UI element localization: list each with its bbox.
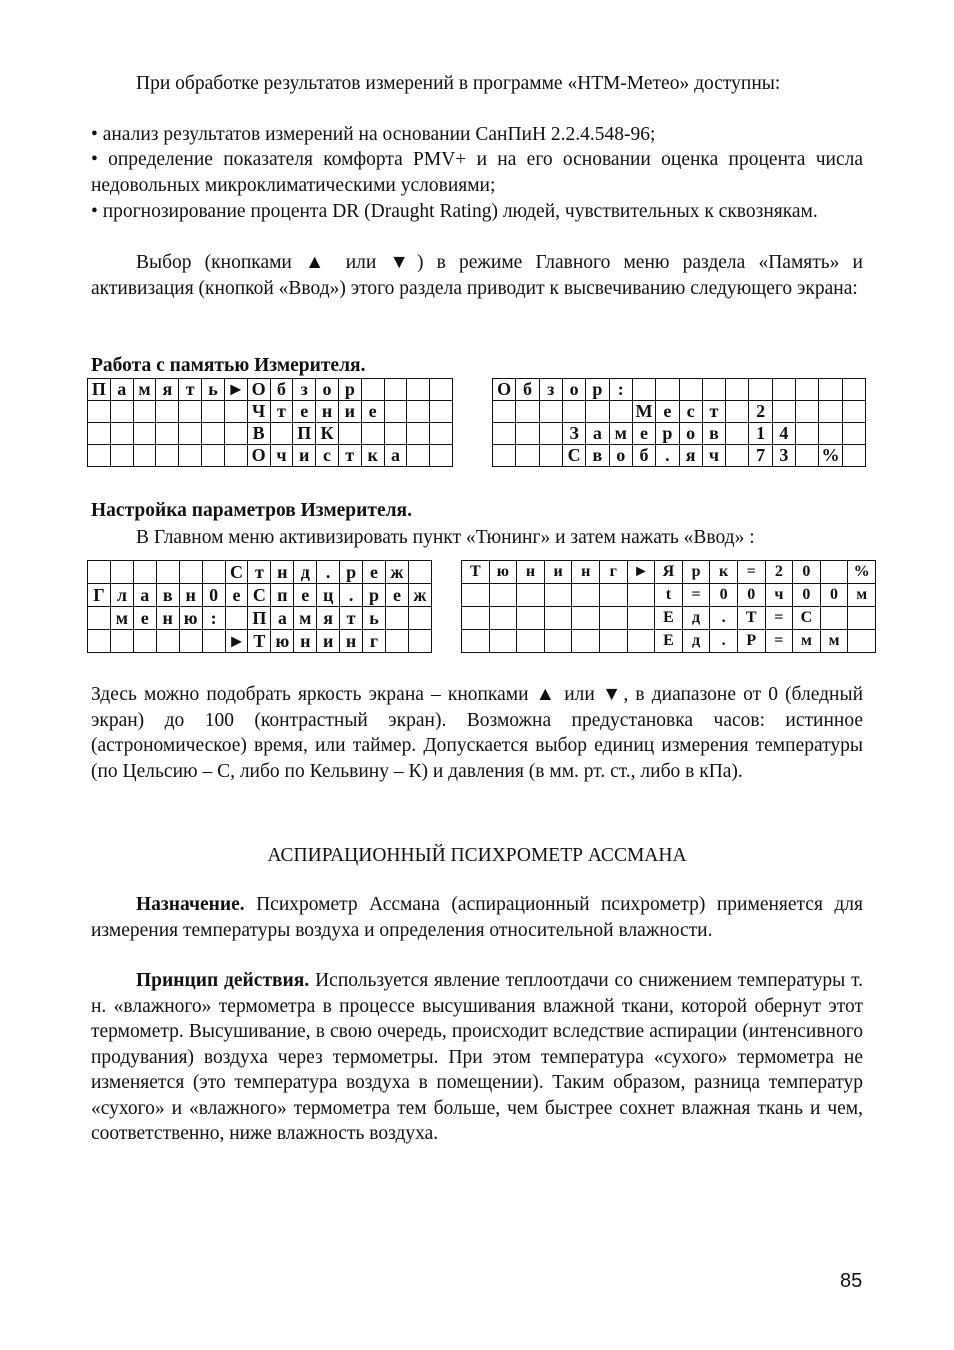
grid-cell: Г <box>88 584 111 607</box>
grid-cell: е <box>361 401 384 423</box>
grid-cell <box>572 607 600 630</box>
grid-cell: . <box>710 630 738 653</box>
grid-cell <box>430 445 453 467</box>
grid-cell <box>88 445 111 467</box>
grid-cell: М <box>632 401 655 423</box>
grid-row <box>462 584 876 607</box>
grid-cell: К <box>316 423 339 445</box>
grid-cell: и <box>338 401 361 423</box>
grid-cell <box>772 401 795 423</box>
grid-cell: Ч <box>247 401 270 423</box>
grid-cell <box>489 584 517 607</box>
grid-cell: ю <box>179 607 202 630</box>
grid-cell <box>599 630 627 653</box>
grid-cell: т <box>338 445 361 467</box>
grid-cell <box>224 445 247 467</box>
grid-cell <box>133 401 156 423</box>
grid-cell <box>726 445 749 467</box>
grid-cell: я <box>317 607 340 630</box>
grid-cell <box>562 401 585 423</box>
grid-cell <box>493 401 516 423</box>
grid-cell <box>179 401 202 423</box>
purpose-paragraph <box>91 892 863 943</box>
grid-cell <box>539 423 562 445</box>
grid-cell: а <box>110 379 133 401</box>
grid-cell: я <box>679 445 702 467</box>
grid-cell <box>110 445 133 467</box>
grid-cell: м <box>848 584 876 607</box>
grid-cell <box>819 423 842 445</box>
grid-cell: е <box>656 401 679 423</box>
grid-cell <box>270 423 293 445</box>
grid-cell: 2 <box>749 401 772 423</box>
grid-cell: а <box>133 584 156 607</box>
grid-cell: С <box>225 561 248 584</box>
grid-cell: д <box>682 607 710 630</box>
grid-row <box>88 379 453 401</box>
grid-row <box>88 423 453 445</box>
grid-cell: б <box>516 379 539 401</box>
grid-cell: = <box>765 607 793 630</box>
grid-cell <box>407 445 430 467</box>
grid-cell: р <box>656 423 679 445</box>
tuning-screen <box>461 560 876 653</box>
grid-cell <box>493 423 516 445</box>
grid-cell <box>88 401 111 423</box>
grid-cell: н <box>156 607 179 630</box>
grid-cell <box>726 379 749 401</box>
grid-cell: ю <box>489 561 517 584</box>
grid-cell: д <box>294 561 317 584</box>
grid-cell <box>819 401 842 423</box>
grid-cell <box>842 423 865 445</box>
grid-cell <box>848 630 876 653</box>
grid-cell: З <box>562 423 585 445</box>
grid-cell <box>572 630 600 653</box>
grid-cell: Я <box>655 561 683 584</box>
bullet-item: • определение показателя комфорта PMV+ и на его основании оценка процента числа недовольных микроклиматическими условиями; <box>91 149 863 196</box>
grid-cell: к <box>710 561 738 584</box>
grid-cell: т <box>179 379 202 401</box>
grid-cell <box>517 607 545 630</box>
grid-row <box>462 630 876 653</box>
grid-cell: П <box>248 607 271 630</box>
grid-cell: н <box>517 561 545 584</box>
grid-cell <box>539 401 562 423</box>
grid-cell <box>627 607 655 630</box>
grid-cell: 0 <box>737 584 765 607</box>
grid-cell: ► <box>224 379 247 401</box>
grid-cell <box>430 379 453 401</box>
grid-cell <box>202 561 225 584</box>
grid-cell: н <box>316 401 339 423</box>
grid-cell: С <box>248 584 271 607</box>
grid-cell <box>110 630 133 653</box>
grid-cell: С <box>562 445 585 467</box>
grid-cell <box>749 379 772 401</box>
grid-cell: в <box>702 423 725 445</box>
section-title: АСПИРАЦИОННЫЙ ПСИХРОМЕТР АССМАНА <box>267 845 687 866</box>
grid-cell <box>88 561 111 584</box>
grid-cell: р <box>586 379 609 401</box>
grid-cell <box>679 379 702 401</box>
grid-cell: ю <box>271 630 294 653</box>
grid-cell <box>133 561 156 584</box>
grid-cell <box>110 561 133 584</box>
grid-cell <box>656 379 679 401</box>
brightness-paragraph: Здесь можно подобрать яркость экрана – кнопками ▲ или ▼, в диапазоне от 0 (бледный экран) до 100 (контрастный экран). Возможна предустановка часов: истинное (астрономическое) время, или таймер. Допускается выбор единиц измерения температуры (по Цельсию – С, либо по Кельвину – К) и давления (в мм. рт. ст., либо в кПа). <box>91 684 863 782</box>
grid-cell <box>627 584 655 607</box>
grid-cell: : <box>609 379 632 401</box>
grid-cell: р <box>682 561 710 584</box>
grid-cell <box>586 401 609 423</box>
grid-cell: О <box>247 379 270 401</box>
page-number: 85 <box>840 1270 863 1292</box>
grid-cell <box>408 607 431 630</box>
heading-settings: Настройка параметров Измерителя. <box>91 500 412 521</box>
grid-cell <box>156 445 179 467</box>
grid-cell: 0 <box>793 584 821 607</box>
grid-cell: ж <box>408 584 431 607</box>
grid-cell: б <box>632 445 655 467</box>
grid-cell: з <box>539 379 562 401</box>
grid-cell <box>820 561 848 584</box>
grid-cell: Е <box>655 630 683 653</box>
grid-cell: в <box>586 445 609 467</box>
grid-cell <box>88 630 111 653</box>
grid-row <box>493 423 866 445</box>
grid-cell: = <box>682 584 710 607</box>
grid-row <box>88 445 453 467</box>
grid-cell <box>848 607 876 630</box>
grid-cell: в <box>156 584 179 607</box>
grid-cell <box>572 584 600 607</box>
grid-cell <box>179 445 202 467</box>
grid-cell: к <box>361 445 384 467</box>
memory-menu-screen <box>87 378 453 467</box>
grid-cell: Е <box>655 607 683 630</box>
grid-cell <box>156 401 179 423</box>
grid-cell: ► <box>225 630 248 653</box>
grid-cell <box>179 423 202 445</box>
grid-cell: П <box>88 379 111 401</box>
grid-cell <box>820 607 848 630</box>
grid-row <box>88 630 432 653</box>
grid-cell <box>819 379 842 401</box>
grid-cell: t <box>655 584 683 607</box>
grid-cell: О <box>493 379 516 401</box>
grid-cell <box>544 630 572 653</box>
grid-row <box>493 401 866 423</box>
grid-cell: а <box>271 607 294 630</box>
grid-cell: 3 <box>772 445 795 467</box>
grid-cell: е <box>293 401 316 423</box>
grid-cell <box>599 607 627 630</box>
grid-cell: с <box>679 401 702 423</box>
memory-paragraph: Выбор (кнопками ▲ или ▼) в режиме Главного меню раздела «Память» и активизация (кнопкой «Ввод») этого раздела приводит к высвечиванию следующего экрана: <box>91 252 863 299</box>
grid-cell: с <box>316 445 339 467</box>
grid-cell <box>539 445 562 467</box>
grid-cell <box>517 584 545 607</box>
grid-cell: т <box>248 561 271 584</box>
grid-cell: н <box>179 584 202 607</box>
grid-cell: п <box>271 584 294 607</box>
grid-cell <box>726 423 749 445</box>
grid-cell: я <box>156 379 179 401</box>
bullet-item: • анализ результатов измерений на основании СанПиН 2.2.4.548-96; <box>91 124 656 145</box>
grid-cell: а <box>384 445 407 467</box>
grid-cell: д <box>682 630 710 653</box>
grid-cell: 1 <box>749 423 772 445</box>
grid-cell: . <box>710 607 738 630</box>
grid-cell <box>225 607 248 630</box>
grid-cell: р <box>363 584 386 607</box>
grid-cell: Т <box>248 630 271 653</box>
grid-cell: ч <box>702 445 725 467</box>
heading-memory: Работа с памятью Измерителя. <box>91 355 366 376</box>
grid-cell: н <box>271 561 294 584</box>
bullet-item: • прогнозирование процента DR (Draught Rating) людей, чувствительных к сквознякам. <box>91 201 818 222</box>
grid-cell <box>202 423 225 445</box>
grid-cell: е <box>133 607 156 630</box>
grid-cell: Т <box>462 561 490 584</box>
grid-cell <box>772 379 795 401</box>
grid-cell: т <box>340 607 363 630</box>
grid-cell: е <box>294 584 317 607</box>
grid-cell: т <box>270 401 293 423</box>
purpose-text: Психрометр Ассмана (аспирационный психрометр) применяется для измерения температуры воздуха и определения относительной влажности. <box>91 894 863 941</box>
grid-cell: 2 <box>765 561 793 584</box>
grid-cell <box>202 630 225 653</box>
grid-cell: а <box>586 423 609 445</box>
grid-cell: т <box>702 401 725 423</box>
grid-cell <box>361 423 384 445</box>
grid-cell: о <box>679 423 702 445</box>
grid-cell <box>796 423 819 445</box>
grid-cell <box>702 379 725 401</box>
principle-text: Используется явление теплоотдачи со снижением температуры т. н. «влажного» термометра в процессе высушивания влажной ткани, которой обернут этот термометр. Высушивание, в свою очередь, происходит вследствие аспирации (интенсивного продувания) воздуха через термометры. При этом температура «сухого» термометра не изменяется (это температура воздуха в помещении). Таким образом, разница температур «сухого» и «влажного» термометра тем больше, чем быстрее сохнет влажная ткань и чем, соответственно, ниже влажность воздуха. <box>91 970 864 1144</box>
grid-cell <box>179 630 202 653</box>
grid-cell: м <box>294 607 317 630</box>
grid-cell <box>516 445 539 467</box>
grid-cell <box>517 630 545 653</box>
grid-cell <box>384 401 407 423</box>
grid-cell <box>224 401 247 423</box>
grid-cell <box>842 401 865 423</box>
grid-cell: е <box>225 584 248 607</box>
grid-cell <box>430 423 453 445</box>
grid-cell <box>407 401 430 423</box>
grid-cell: о <box>562 379 585 401</box>
grid-cell <box>726 401 749 423</box>
grid-cell: В <box>247 423 270 445</box>
grid-cell: = <box>737 561 765 584</box>
main-menu-screen <box>87 560 432 653</box>
grid-cell: г <box>599 561 627 584</box>
grid-cell: и <box>293 445 316 467</box>
grid-row <box>462 607 876 630</box>
grid-cell <box>133 423 156 445</box>
grid-cell <box>462 584 490 607</box>
grid-cell <box>599 584 627 607</box>
grid-cell: е <box>632 423 655 445</box>
grid-cell <box>408 561 431 584</box>
grid-cell <box>88 423 111 445</box>
grid-cell: н <box>340 630 363 653</box>
grid-cell: 7 <box>749 445 772 467</box>
grid-cell: е <box>385 584 408 607</box>
grid-cell: О <box>247 445 270 467</box>
grid-cell <box>430 401 453 423</box>
grid-cell: 0 <box>202 584 225 607</box>
grid-cell <box>796 379 819 401</box>
grid-cell: . <box>340 584 363 607</box>
grid-cell: ь <box>202 379 225 401</box>
grid-cell: и <box>317 630 340 653</box>
grid-cell: 0 <box>793 561 821 584</box>
grid-row <box>88 401 453 423</box>
grid-cell: л <box>110 584 133 607</box>
grid-cell: м <box>609 423 632 445</box>
grid-cell: м <box>133 379 156 401</box>
grid-cell: ► <box>627 561 655 584</box>
grid-cell: г <box>363 630 386 653</box>
grid-row <box>462 561 876 584</box>
grid-cell: ч <box>270 445 293 467</box>
grid-cell <box>133 630 156 653</box>
grid-cell: м <box>820 630 848 653</box>
principle-label: Принцип действия. <box>136 970 310 991</box>
grid-cell: ц <box>317 584 340 607</box>
grid-cell <box>632 379 655 401</box>
settings-paragraph: В Главном меню активизировать пункт «Тюнинг» и затем нажать «Ввод» : <box>136 527 755 548</box>
grid-cell <box>407 379 430 401</box>
grid-cell: е <box>363 561 386 584</box>
grid-cell: = <box>765 630 793 653</box>
grid-row <box>88 584 432 607</box>
grid-cell <box>489 630 517 653</box>
grid-cell <box>179 561 202 584</box>
grid-cell <box>202 401 225 423</box>
grid-cell <box>110 423 133 445</box>
grid-cell <box>842 379 865 401</box>
grid-cell: б <box>270 379 293 401</box>
grid-cell: р <box>340 561 363 584</box>
grid-cell: Р <box>737 630 765 653</box>
purpose-label: Назначение. <box>136 894 245 915</box>
grid-cell <box>133 445 156 467</box>
review-screen <box>492 378 866 467</box>
grid-row <box>88 561 432 584</box>
grid-cell <box>609 401 632 423</box>
grid-cell: ь <box>363 607 386 630</box>
principle-paragraph <box>91 968 863 1147</box>
grid-cell <box>384 379 407 401</box>
grid-cell <box>384 423 407 445</box>
grid-cell: % <box>819 445 842 467</box>
grid-cell: и <box>544 561 572 584</box>
grid-cell <box>202 445 225 467</box>
grid-cell: р <box>338 379 361 401</box>
grid-cell: з <box>293 379 316 401</box>
grid-cell: н <box>572 561 600 584</box>
grid-cell <box>516 401 539 423</box>
grid-cell: о <box>316 379 339 401</box>
grid-cell <box>338 423 361 445</box>
grid-cell <box>627 630 655 653</box>
grid-cell <box>516 423 539 445</box>
grid-cell <box>796 401 819 423</box>
grid-cell <box>385 607 408 630</box>
grid-cell: о <box>609 445 632 467</box>
grid-cell <box>407 423 430 445</box>
intro-paragraph: При обработке результатов измерений в программе «НТМ-Метео» доступны: <box>136 73 781 94</box>
grid-cell <box>544 607 572 630</box>
grid-cell <box>489 607 517 630</box>
grid-cell <box>156 423 179 445</box>
grid-cell: . <box>656 445 679 467</box>
grid-cell: . <box>317 561 340 584</box>
grid-cell <box>796 445 819 467</box>
grid-cell: ч <box>765 584 793 607</box>
grid-cell: м <box>110 607 133 630</box>
grid-cell: Т <box>737 607 765 630</box>
grid-row <box>493 445 866 467</box>
grid-cell: П <box>293 423 316 445</box>
grid-cell: % <box>848 561 876 584</box>
grid-cell: С <box>793 607 821 630</box>
grid-cell: н <box>294 630 317 653</box>
grid-cell <box>462 630 490 653</box>
grid-cell <box>462 607 490 630</box>
grid-cell <box>224 423 247 445</box>
grid-cell: : <box>202 607 225 630</box>
grid-cell <box>842 445 865 467</box>
grid-cell: 0 <box>820 584 848 607</box>
grid-row <box>493 379 866 401</box>
grid-row <box>88 607 432 630</box>
grid-cell <box>361 379 384 401</box>
grid-cell <box>156 561 179 584</box>
grid-cell: 4 <box>772 423 795 445</box>
grid-cell <box>156 630 179 653</box>
grid-cell: м <box>793 630 821 653</box>
grid-cell: ж <box>385 561 408 584</box>
grid-cell: 0 <box>710 584 738 607</box>
grid-cell <box>493 445 516 467</box>
grid-cell <box>408 630 431 653</box>
grid-cell <box>385 630 408 653</box>
grid-cell <box>544 584 572 607</box>
grid-cell <box>110 401 133 423</box>
grid-cell <box>88 607 111 630</box>
